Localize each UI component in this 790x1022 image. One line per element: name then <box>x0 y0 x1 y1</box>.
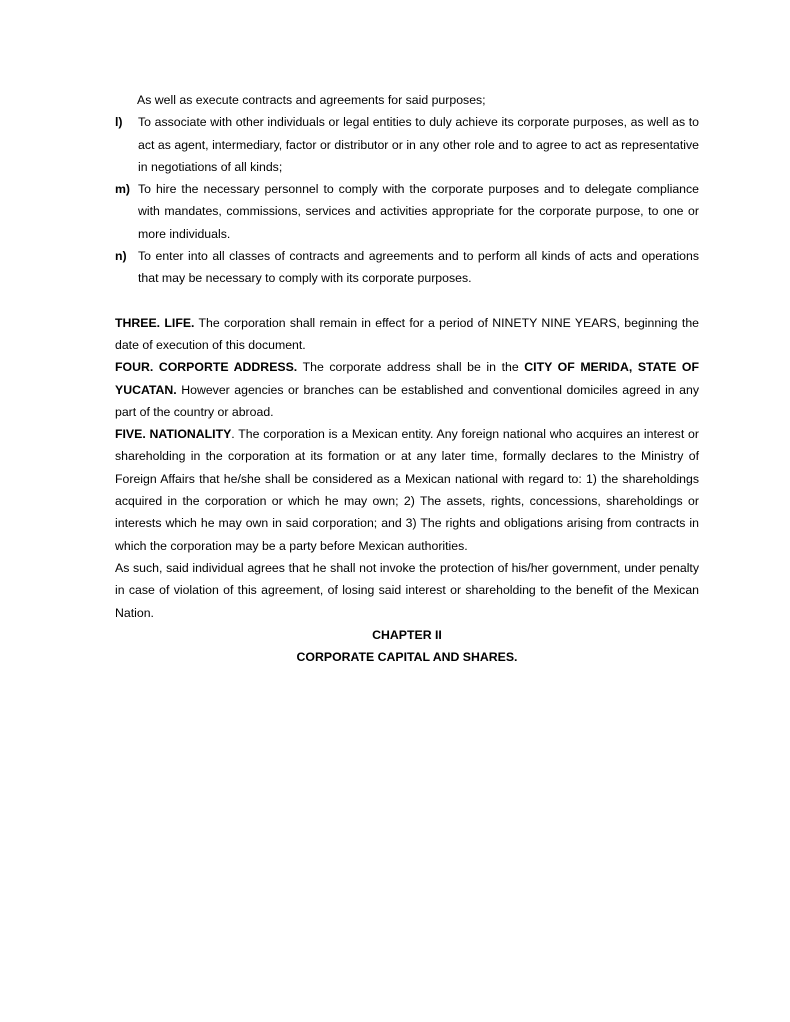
document-page <box>115 89 699 668</box>
item-text: To hire the necessary personnel to comply with the corporate purposes and to delegate compliance with mandates, commissions, services and activities appropriate for the corporate purpose, to one or more individuals. <box>138 182 699 241</box>
clause-three-heading: THREE. LIFE. <box>115 315 195 330</box>
list-item-m <box>115 178 699 245</box>
clause-four-place: CITY OF MERIDA, STATE OF YUCATAN. <box>115 360 699 397</box>
item-marker: m) <box>115 182 131 197</box>
list-item-n <box>115 245 699 290</box>
clause-five-continuation: As such, said individual agrees that he shall not invoke the protection of his/her government, under penalty in case of violation of this agreement, of losing said interest or shareholding to the benefit of the Mexican Nation. <box>115 560 699 620</box>
clause-five <box>115 423 699 557</box>
clause-five-text: . The corporation is a Mexican entity. Any foreign national who acquires an interest or shareholding in the corporation at its formation or at any later time, formally declares to the Ministry of Foreign Affairs that he/she shall be considered as a Mexican national with regard to: 1) the shareholdings acquired in the corporation or which he may own; 2) The assets, rights, concessions, shareholdings or interests which he may own in said corporation; and 3) The rights and obligations arising from contracts in which the corporation may be a party before Mexican authorities. <box>115 427 699 553</box>
spacer <box>115 290 699 312</box>
item-marker: l) <box>115 115 123 130</box>
list-item-l <box>115 111 699 178</box>
clause-five-heading: FIVE. NATIONALITY <box>115 427 232 442</box>
chapter-number: CHAPTER II <box>372 627 442 642</box>
intro-line: As well as execute contracts and agreements for said purposes; <box>137 93 486 107</box>
clause-four-text-after: However agencies or branches can be established and conventional domiciles agreed in any part of the country or abroad. <box>115 382 699 419</box>
clause-three <box>115 312 699 357</box>
clause-four <box>115 356 699 423</box>
clause-three-text: The corporation shall remain in effect for a period of NINETY NINE YEARS, beginning the date of execution of this document. <box>115 315 699 352</box>
item-text: To enter into all classes of contracts and agreements and to perform all kinds of acts and operations that may be necessary to comply with its corporate purposes. <box>138 249 699 286</box>
item-marker: n) <box>115 249 127 264</box>
chapter-title: CORPORATE CAPITAL AND SHARES. <box>296 650 518 665</box>
clause-four-text-before: The corporate address shall be in the <box>297 360 525 375</box>
item-text: To associate with other individuals or legal entities to duly achieve its corporate purposes, as well as to act as agent, intermediary, factor or distributor or in any other role and to agree to act as representative in negotiations of all kinds; <box>138 115 699 174</box>
clause-four-heading: FOUR. CORPORTE ADDRESS. <box>115 360 298 375</box>
